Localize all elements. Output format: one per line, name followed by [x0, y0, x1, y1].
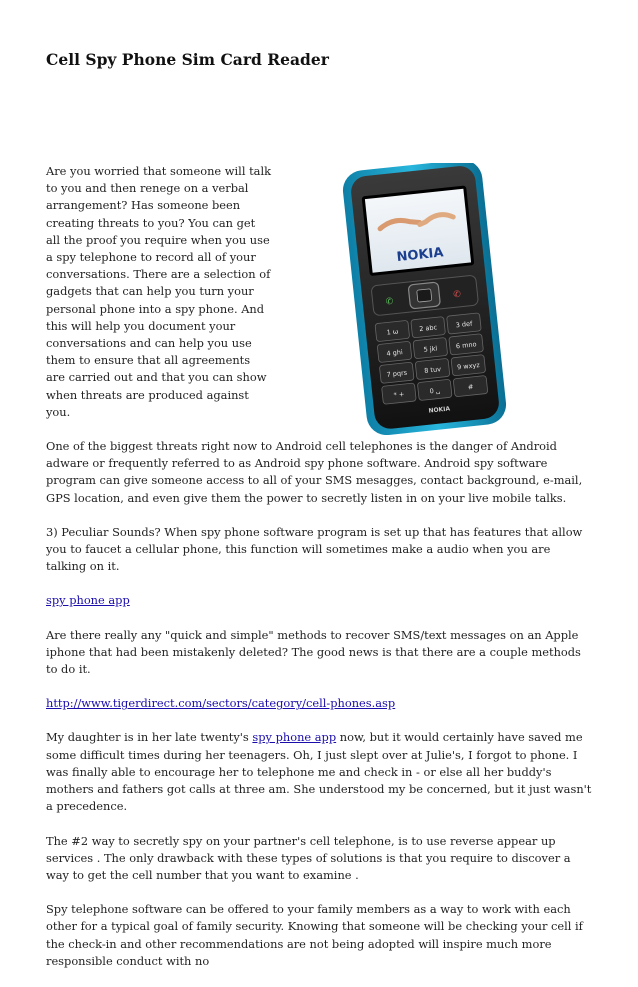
paragraph-5-end: now, but it would certainly have saved me some difficult times during her teenagers. Oh, I just slept over at Julie's, I forgot to phone. I was finally able to encourage her to telephone me and check in - or else all her buddy's mothers and fathers got calls at three am. She understood my be concerned, but it just wasn't a precedence.	[46, 730, 592, 814]
paragraph-2: One of the biggest threats right now to Android cell telephones is the danger of Android adware or frequently referred to as Android spy phone software. Android spy software program can give someone access to all of your SMS mesagges, contact background, e-mail, GPS location, and even give them the power to secretly listen in on your live mobile talks.	[46, 439, 583, 505]
tigerdirect-link[interactable]: http://www.tigerdirect.com/sectors/category/cell-phones.asp	[46, 696, 396, 711]
paragraph-3: 3) Peculiar Sounds? When spy phone software program is set up that has features that allow you to faucet a cellular phone, this function will sometimes make a audio when you are talking on it.	[46, 524, 583, 574]
phone-key-label: 8 tuv	[423, 365, 442, 375]
article-body	[46, 163, 594, 987]
phone-key-label: 1 ω	[386, 327, 399, 337]
phone-key-label: 3 def	[455, 319, 473, 330]
phone-key-label: 0 ␣	[429, 386, 441, 396]
phone-key-label: 4 ghi	[386, 348, 404, 358]
link-paragraph-1	[46, 592, 594, 609]
phone-key-label: 6 mno	[455, 340, 477, 351]
phone-key-label: 9 wxyz	[456, 361, 481, 372]
paragraph-6: The #2 way to secretly spy on your partner's cell telephone, is to use reverse appear up services . The only drawback with these types of solutions is that you require to discover a way to get the cell number that you want to examine .	[46, 833, 571, 882]
paragraph-4: Are there really any "quick and simple" methods to recover SMS/text messages on an Apple iphone that had been mistakenly deleted? The good news is that there are a couple methods to do it.	[46, 627, 581, 677]
phone-key-label: 2 abc	[418, 323, 438, 334]
svg-text:✆: ✆	[452, 289, 462, 301]
paragraph-5	[46, 729, 594, 815]
spy-phone-app-link[interactable]: spy phone app	[46, 593, 130, 608]
phone-key-label: 5 jkl	[423, 344, 438, 354]
paragraph-1: Are you worried that someone will talk to you and then renege on a verbal arrangement? Has someone been creating threats to you? You can get all the proof you require when you use a spy telephone to record all of your conversations. There are a selection of gadgets that can help you turn your personal phone into a spy phone. And this will help you document your conversations and can help you use them to ensure that all agreements are carried out and that you can show when threats are produced against you.	[46, 164, 271, 419]
paragraph-5-start: My daughter is in her late twenty's	[46, 730, 253, 745]
phone-key-label: * +	[393, 390, 405, 400]
link-paragraph-2	[46, 695, 594, 712]
inline-spy-phone-app-link[interactable]: spy phone app	[252, 730, 337, 745]
phone-key-label: #	[467, 382, 474, 392]
body-brand-label: NOKIA	[428, 405, 451, 415]
phone-key-label: 7 pqrs	[386, 368, 408, 379]
svg-text:✆: ✆	[385, 296, 394, 308]
paragraph-7: Spy telephone software can be offered to your family members as a way to work with each other for a typical goal of family security. Knowing that someone will be checking your cell if the check-in and other recommendations are not being adopted will inspire much more responsible conduct with no	[46, 902, 583, 968]
nokia-phone-image	[279, 163, 594, 435]
screen-brand-label: NOKIA	[395, 245, 445, 266]
page-title: Cell Spy Phone Sim Card Reader	[46, 50, 329, 69]
